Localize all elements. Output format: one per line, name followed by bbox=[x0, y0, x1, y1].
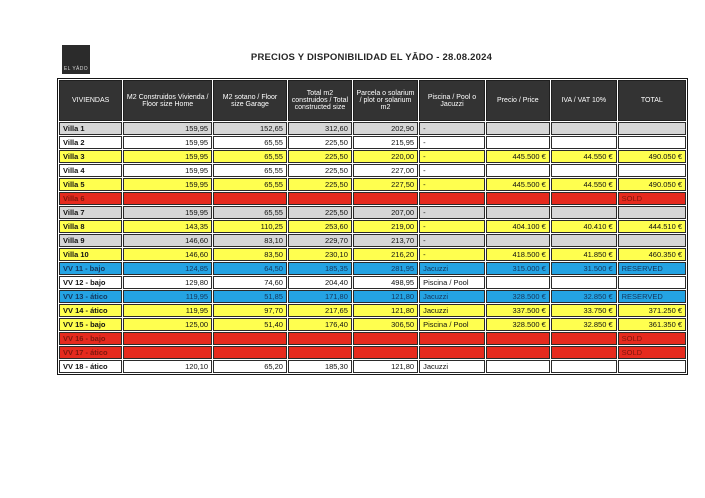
cell-vat: 33.750 € bbox=[551, 304, 617, 317]
cell-m2-home: 124,85 bbox=[123, 262, 212, 275]
cell-price: 328.500 € bbox=[486, 318, 550, 331]
cell-total bbox=[618, 234, 686, 247]
cell-pool bbox=[419, 332, 485, 345]
cell-m2-garage: 51,40 bbox=[213, 318, 287, 331]
cell-m2-home: 159,95 bbox=[123, 150, 212, 163]
cell-viviendas: VV 11 - bajo bbox=[59, 262, 122, 275]
cell-total bbox=[618, 276, 686, 289]
cell-m2-home: 119,95 bbox=[123, 290, 212, 303]
cell-vat: 32.850 € bbox=[551, 318, 617, 331]
cell-vat bbox=[551, 234, 617, 247]
cell-plot: 121,80 bbox=[353, 360, 418, 373]
cell-vat bbox=[551, 332, 617, 345]
cell-price: 337.500 € bbox=[486, 304, 550, 317]
column-header-pool: Piscina / Pool o Jacuzzi bbox=[419, 80, 485, 121]
cell-price bbox=[486, 192, 550, 205]
cell-m2-garage: 83,10 bbox=[213, 234, 287, 247]
cell-m2-total bbox=[288, 346, 352, 359]
cell-viviendas: Villa 7 bbox=[59, 206, 122, 219]
cell-m2-home: 159,95 bbox=[123, 122, 212, 135]
cell-pool bbox=[419, 346, 485, 359]
table-header-row bbox=[59, 80, 686, 121]
cell-m2-total: 225,50 bbox=[288, 164, 352, 177]
cell-total: 460.350 € bbox=[618, 248, 686, 261]
cell-m2-garage: 83,50 bbox=[213, 248, 287, 261]
cell-viviendas: VV 16 - bajo bbox=[59, 332, 122, 345]
cell-plot: 219,00 bbox=[353, 220, 418, 233]
cell-vat: 44.550 € bbox=[551, 178, 617, 191]
table-body bbox=[59, 122, 686, 373]
cell-viviendas: Villa 5 bbox=[59, 178, 122, 191]
cell-total bbox=[618, 136, 686, 149]
cell-m2-home bbox=[123, 192, 212, 205]
page-title: PRECIOS Y DISPONIBILIDAD EL YĀDO - 28.08.2024 bbox=[250, 52, 493, 63]
cell-vat: 40.410 € bbox=[551, 220, 617, 233]
table-row bbox=[59, 150, 686, 163]
cell-viviendas: Villa 2 bbox=[59, 136, 122, 149]
cell-vat bbox=[551, 122, 617, 135]
cell-pool: - bbox=[419, 122, 485, 135]
cell-total: 490.050 € bbox=[618, 150, 686, 163]
cell-m2-total: 229,70 bbox=[288, 234, 352, 247]
cell-plot: 227,50 bbox=[353, 178, 418, 191]
cell-price: 315.000 € bbox=[486, 262, 550, 275]
cell-price bbox=[486, 346, 550, 359]
company-logo-text: EL YĀDO bbox=[63, 66, 89, 72]
cell-viviendas: Villa 4 bbox=[59, 164, 122, 177]
cell-m2-total: 185,35 bbox=[288, 262, 352, 275]
cell-price bbox=[486, 164, 550, 177]
cell-plot: 121,80 bbox=[353, 304, 418, 317]
table-row bbox=[59, 178, 686, 191]
cell-viviendas: VV 18 - ático bbox=[59, 360, 122, 373]
cell-vat: 44.550 € bbox=[551, 150, 617, 163]
cell-m2-garage bbox=[213, 192, 287, 205]
cell-vat: 32.850 € bbox=[551, 290, 617, 303]
column-header-m2-garage: M2 sotano / Floor size Garage bbox=[213, 80, 287, 121]
cell-viviendas: Villa 10 bbox=[59, 248, 122, 261]
cell-viviendas: VV 14 - ático bbox=[59, 304, 122, 317]
cell-m2-total: 225,50 bbox=[288, 150, 352, 163]
cell-pool: Jacuzzi bbox=[419, 262, 485, 275]
cell-price: 445.500 € bbox=[486, 150, 550, 163]
cell-m2-garage: 65,55 bbox=[213, 136, 287, 149]
table-row bbox=[59, 346, 686, 359]
cell-m2-total: 185,30 bbox=[288, 360, 352, 373]
cell-price: 445.500 € bbox=[486, 178, 550, 191]
table-row bbox=[59, 332, 686, 345]
cell-total bbox=[618, 122, 686, 135]
cell-m2-total: 204,40 bbox=[288, 276, 352, 289]
cell-pool: - bbox=[419, 178, 485, 191]
table-row bbox=[59, 164, 686, 177]
cell-vat bbox=[551, 346, 617, 359]
table-row bbox=[59, 276, 686, 289]
cell-plot: 227,00 bbox=[353, 164, 418, 177]
table-row bbox=[59, 192, 686, 205]
cell-m2-garage: 110,25 bbox=[213, 220, 287, 233]
table-row bbox=[59, 206, 686, 219]
cell-m2-home: 159,95 bbox=[123, 136, 212, 149]
cell-total: 444.510 € bbox=[618, 220, 686, 233]
table-header bbox=[59, 80, 686, 121]
table-row bbox=[59, 262, 686, 275]
cell-price bbox=[486, 332, 550, 345]
cell-total: RESERVED bbox=[618, 290, 686, 303]
cell-total bbox=[618, 360, 686, 373]
cell-plot: 213,70 bbox=[353, 234, 418, 247]
cell-total: SOLD bbox=[618, 332, 686, 345]
cell-m2-home: 143,35 bbox=[123, 220, 212, 233]
cell-m2-total: 225,50 bbox=[288, 206, 352, 219]
cell-total: SOLD bbox=[618, 346, 686, 359]
cell-m2-garage bbox=[213, 332, 287, 345]
cell-total bbox=[618, 206, 686, 219]
cell-pool: - bbox=[419, 220, 485, 233]
cell-m2-home: 129,80 bbox=[123, 276, 212, 289]
cell-pool: - bbox=[419, 136, 485, 149]
cell-pool: Jacuzzi bbox=[419, 290, 485, 303]
cell-m2-total: 217,65 bbox=[288, 304, 352, 317]
cell-vat bbox=[551, 360, 617, 373]
cell-plot: 306,50 bbox=[353, 318, 418, 331]
cell-m2-garage: 65,20 bbox=[213, 360, 287, 373]
column-header-price: Precio / Price bbox=[486, 80, 550, 121]
cell-m2-home: 119,95 bbox=[123, 304, 212, 317]
cell-viviendas: VV 17 - ático bbox=[59, 346, 122, 359]
cell-pool: - bbox=[419, 206, 485, 219]
cell-viviendas: VV 12 - bajo bbox=[59, 276, 122, 289]
cell-m2-total: 225,50 bbox=[288, 136, 352, 149]
cell-total: SOLD bbox=[618, 192, 686, 205]
cell-plot bbox=[353, 192, 418, 205]
cell-pool bbox=[419, 192, 485, 205]
table-row bbox=[59, 220, 686, 233]
cell-m2-home: 120,10 bbox=[123, 360, 212, 373]
cell-plot: 202,90 bbox=[353, 122, 418, 135]
cell-vat bbox=[551, 164, 617, 177]
cell-pool: Piscina / Pool bbox=[419, 318, 485, 331]
cell-plot: 121,80 bbox=[353, 290, 418, 303]
cell-m2-total: 230,10 bbox=[288, 248, 352, 261]
cell-plot: 207,00 bbox=[353, 206, 418, 219]
cell-total: 361.350 € bbox=[618, 318, 686, 331]
cell-m2-total: 253,60 bbox=[288, 220, 352, 233]
cell-vat: 31.500 € bbox=[551, 262, 617, 275]
table-row bbox=[59, 234, 686, 247]
table-row bbox=[59, 290, 686, 303]
cell-pool: - bbox=[419, 234, 485, 247]
cell-m2-total: 225,50 bbox=[288, 178, 352, 191]
cell-price bbox=[486, 206, 550, 219]
cell-m2-garage: 65,55 bbox=[213, 164, 287, 177]
cell-m2-garage: 51,85 bbox=[213, 290, 287, 303]
cell-m2-total bbox=[288, 192, 352, 205]
cell-viviendas: VV 13 - ático bbox=[59, 290, 122, 303]
column-header-m2-total: Total m2 construidos / Total constructed size bbox=[288, 80, 352, 121]
cell-price bbox=[486, 234, 550, 247]
cell-vat bbox=[551, 276, 617, 289]
cell-vat: 41.850 € bbox=[551, 248, 617, 261]
cell-plot: 498,95 bbox=[353, 276, 418, 289]
cell-total: 490.050 € bbox=[618, 178, 686, 191]
cell-m2-home: 159,95 bbox=[123, 178, 212, 191]
cell-price bbox=[486, 276, 550, 289]
cell-pool: Jacuzzi bbox=[419, 304, 485, 317]
cell-price bbox=[486, 360, 550, 373]
cell-total: RESERVED bbox=[618, 262, 686, 275]
table-row bbox=[59, 136, 686, 149]
cell-price bbox=[486, 122, 550, 135]
column-header-total: TOTAL bbox=[618, 80, 686, 121]
cell-m2-garage bbox=[213, 346, 287, 359]
cell-m2-home: 159,95 bbox=[123, 206, 212, 219]
cell-plot bbox=[353, 332, 418, 345]
price-availability-table bbox=[58, 79, 687, 374]
cell-pool: Jacuzzi bbox=[419, 360, 485, 373]
cell-pool: - bbox=[419, 150, 485, 163]
cell-m2-home: 125,00 bbox=[123, 318, 212, 331]
cell-m2-total: 176,40 bbox=[288, 318, 352, 331]
cell-m2-garage: 152,65 bbox=[213, 122, 287, 135]
cell-plot bbox=[353, 346, 418, 359]
column-header-vat: IVA / VAT 10% bbox=[551, 80, 617, 121]
cell-pool: Piscina / Pool bbox=[419, 276, 485, 289]
cell-viviendas: Villa 6 bbox=[59, 192, 122, 205]
column-header-plot: Parcela o solarium / plot or solarium m2 bbox=[353, 80, 418, 121]
cell-vat bbox=[551, 206, 617, 219]
cell-viviendas: VV 15 - bajo bbox=[59, 318, 122, 331]
cell-m2-total bbox=[288, 332, 352, 345]
cell-m2-total: 171,80 bbox=[288, 290, 352, 303]
table-row bbox=[59, 304, 686, 317]
cell-m2-garage: 64,50 bbox=[213, 262, 287, 275]
cell-m2-home bbox=[123, 332, 212, 345]
cell-plot: 216,20 bbox=[353, 248, 418, 261]
table-row bbox=[59, 360, 686, 373]
cell-pool: - bbox=[419, 164, 485, 177]
table-row bbox=[59, 248, 686, 261]
cell-price: 418.500 € bbox=[486, 248, 550, 261]
cell-plot: 281,95 bbox=[353, 262, 418, 275]
column-header-viviendas: VIVIENDAS bbox=[59, 80, 122, 121]
cell-viviendas: Villa 3 bbox=[59, 150, 122, 163]
cell-m2-home: 159,95 bbox=[123, 164, 212, 177]
price-availability-table-container bbox=[57, 78, 688, 375]
cell-m2-home bbox=[123, 346, 212, 359]
cell-plot: 215,95 bbox=[353, 136, 418, 149]
cell-viviendas: Villa 9 bbox=[59, 234, 122, 247]
cell-total: 371.250 € bbox=[618, 304, 686, 317]
column-header-m2-home: M2 Construidos Vivienda / Floor size Home bbox=[123, 80, 212, 121]
cell-m2-home: 146,60 bbox=[123, 248, 212, 261]
cell-pool: - bbox=[419, 248, 485, 261]
cell-vat bbox=[551, 136, 617, 149]
cell-m2-garage: 97,70 bbox=[213, 304, 287, 317]
table-row bbox=[59, 122, 686, 135]
cell-m2-home: 146,60 bbox=[123, 234, 212, 247]
cell-m2-garage: 65,55 bbox=[213, 206, 287, 219]
cell-price: 328.500 € bbox=[486, 290, 550, 303]
cell-viviendas: Villa 8 bbox=[59, 220, 122, 233]
cell-m2-garage: 74,60 bbox=[213, 276, 287, 289]
cell-m2-garage: 65,55 bbox=[213, 150, 287, 163]
table-row bbox=[59, 318, 686, 331]
cell-plot: 220,00 bbox=[353, 150, 418, 163]
cell-m2-garage: 65,55 bbox=[213, 178, 287, 191]
cell-price bbox=[486, 136, 550, 149]
cell-vat bbox=[551, 192, 617, 205]
cell-m2-total: 312,60 bbox=[288, 122, 352, 135]
cell-price: 404.100 € bbox=[486, 220, 550, 233]
cell-viviendas: Villa 1 bbox=[59, 122, 122, 135]
cell-total bbox=[618, 164, 686, 177]
